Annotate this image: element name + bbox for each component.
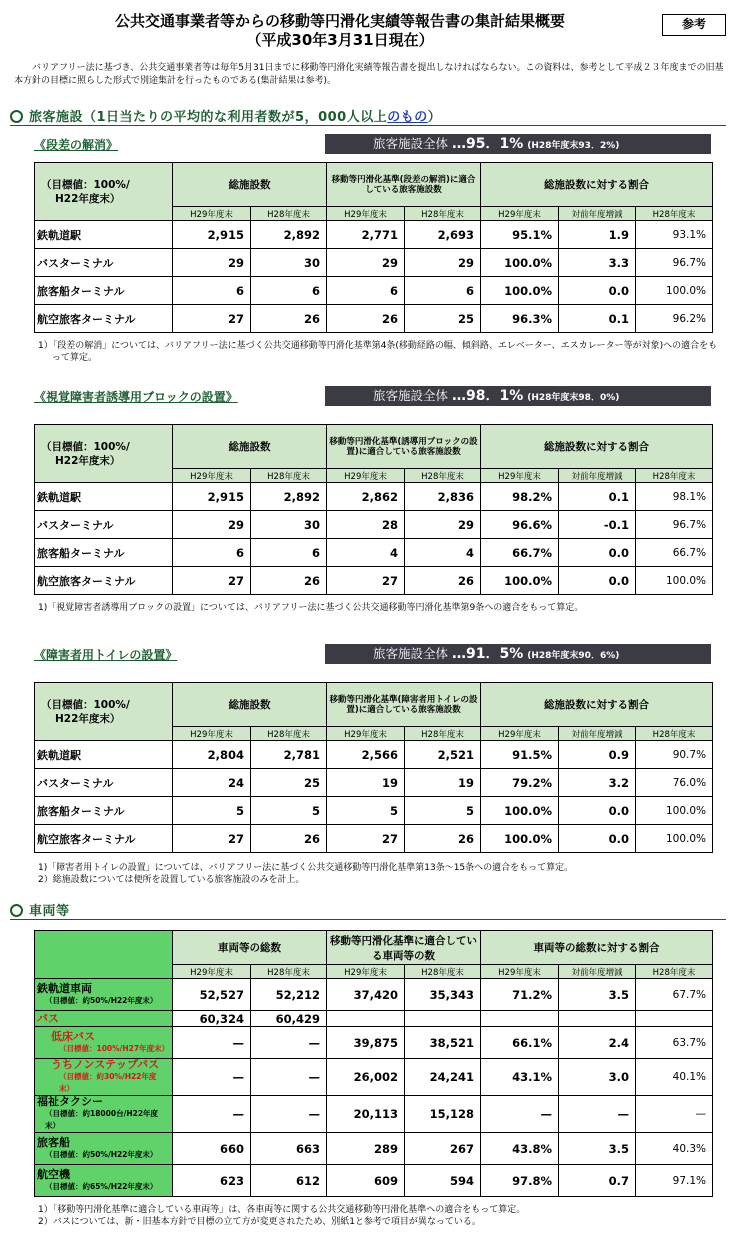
cell-g: — (636, 1096, 713, 1133)
table-0 (34, 162, 713, 333)
cell-g: 96.7% (636, 249, 713, 277)
section-facilities-suffix: のもの (387, 110, 428, 125)
target-line-2: H22年度末） (55, 454, 121, 467)
cell-d: 24,241 (405, 1059, 481, 1096)
row-label: 航空旅客ターミナル (35, 825, 173, 853)
cell-g: 40.3% (636, 1133, 713, 1165)
cell-b: 26 (251, 567, 327, 595)
banner-value: …98．1% (452, 388, 524, 404)
row-label: バスターミナル (35, 511, 173, 539)
cell-g: 96.7% (636, 511, 713, 539)
cell-e: — (481, 1096, 559, 1133)
cell-d: 19 (405, 769, 481, 797)
table-0-summary-banner (325, 134, 711, 154)
cell-b: 663 (251, 1133, 327, 1165)
cell-g: 66.7% (636, 539, 713, 567)
cell-d: 26 (405, 825, 481, 853)
section-divider (10, 125, 726, 126)
note-line: 1)「視覚障害者誘導用ブロックの設置」については、バリアフリー法に基づく公共交通移動等円滑化基準第9条への適合をもって算定。 (38, 603, 584, 613)
row-label: 航空旅客ターミナル (35, 305, 173, 333)
cell-b: 26 (251, 825, 327, 853)
col-h29: H29年度末 (173, 207, 251, 221)
banner-label: 旅客施設全体 (373, 646, 449, 661)
cell-g: 96.2% (636, 305, 713, 333)
cell-e: 43.1% (481, 1059, 559, 1096)
banner-note: (H28年度末98．0%) (527, 393, 620, 403)
cell-c: 19 (327, 769, 405, 797)
table-row (35, 797, 713, 825)
head-total: 総施設数 (173, 683, 327, 727)
table-row (35, 1027, 713, 1059)
cell-b: 2,781 (251, 741, 327, 769)
cell-c: 27 (327, 825, 405, 853)
cell-a: 60,324 (173, 1011, 251, 1027)
table-1-summary-banner (325, 386, 711, 406)
head-mid: 移動等円滑化基準(誘導用ブロックの設置)に適合している旅客施設数 (327, 425, 481, 469)
table-row (35, 825, 713, 853)
cell-f: 0.1 (559, 305, 636, 333)
vehicle-target: （目標値：約65%/H22年度末） (45, 1181, 158, 1191)
cell-a: 623 (173, 1165, 251, 1197)
cell-e: 96.3% (481, 305, 559, 333)
section-facilities-close: ） (427, 110, 442, 125)
cell-d: 6 (405, 277, 481, 305)
cell-b: 25 (251, 769, 327, 797)
table-row (35, 979, 713, 1011)
cell-d: 2,693 (405, 221, 481, 249)
vehicles-corner (35, 931, 173, 979)
cell-f (559, 1011, 636, 1027)
cell-e: 100.0% (481, 567, 559, 595)
cell-a: 2,915 (173, 221, 251, 249)
cell-b: — (251, 1027, 327, 1059)
target-corner (35, 425, 173, 483)
note-line: 1）「移動等円滑化基準に適合している車両等」は、各車両等に関する公共交通移動等円滑化基準への適合をもって算定。 (38, 1205, 526, 1215)
col-h29: H29年度末 (481, 207, 559, 221)
vehicle-name: 航空機 (37, 1167, 70, 1181)
cell-g: 93.1% (636, 221, 713, 249)
row-label: 鉄軌道駅 (35, 221, 173, 249)
cell-e: 95.1% (481, 221, 559, 249)
cell-b: 30 (251, 511, 327, 539)
vehicle-name: 低床バス (51, 1029, 95, 1043)
vehicle-name: 旅客船 (37, 1135, 70, 1149)
cell-a: 5 (173, 797, 251, 825)
cell-c: 28 (327, 511, 405, 539)
section-facilities-heading (10, 106, 441, 125)
vehicles-table (34, 930, 713, 1197)
section-divider (10, 919, 726, 920)
vehicle-label (35, 1011, 173, 1027)
col-h28: H28年度末 (251, 965, 327, 979)
col-h29: H29年度末 (481, 727, 559, 741)
vehicle-name: うちノンステップバス (51, 1058, 160, 1071)
target-line-2: H22年度末） (55, 192, 121, 205)
col-h28: H28年度末 (405, 965, 481, 979)
col-h28: H28年度末 (636, 469, 713, 483)
cell-a: 29 (173, 249, 251, 277)
section-vehicles-heading (10, 900, 70, 919)
vehicle-name: バス (37, 1011, 59, 1025)
cell-g: 76.0% (636, 769, 713, 797)
target-line-1: （目標値：100%/ (41, 698, 130, 711)
cell-e: 43.8% (481, 1133, 559, 1165)
vehicle-target: （目標値：100%/H27年度末） (59, 1043, 170, 1053)
table-row (35, 741, 713, 769)
cell-f: 0.0 (559, 797, 636, 825)
cell-e: 66.7% (481, 539, 559, 567)
vehicle-target: （目標値：約50%/H22年度末） (45, 995, 158, 1005)
table-row (35, 277, 713, 305)
cell-c: 39,875 (327, 1027, 405, 1059)
head-mid: 移動等円滑化基準(障害者用トイレの設置)に適合している旅客施設数 (327, 683, 481, 727)
cell-f: 3.0 (559, 1059, 636, 1096)
col-h29: H29年度末 (327, 207, 405, 221)
col-h28: H28年度末 (405, 469, 481, 483)
cell-d: 29 (405, 249, 481, 277)
cell-c: 609 (327, 1165, 405, 1197)
table-row (35, 249, 713, 277)
target-line-1: （目標値：100%/ (41, 440, 130, 453)
col-h28: H28年度末 (251, 727, 327, 741)
cell-e: 97.8% (481, 1165, 559, 1197)
cell-g: 90.7% (636, 741, 713, 769)
cell-d: 29 (405, 511, 481, 539)
cell-a: — (173, 1027, 251, 1059)
cell-a: 6 (173, 539, 251, 567)
table-row (35, 567, 713, 595)
table-2-summary-banner (325, 644, 711, 664)
cell-f: 0.9 (559, 741, 636, 769)
table-row (35, 511, 713, 539)
cell-e: 100.0% (481, 249, 559, 277)
head-ratio: 総施設数に対する割合 (481, 425, 713, 469)
col-h29: H29年度末 (173, 727, 251, 741)
col-h29: H29年度末 (327, 727, 405, 741)
vehicle-label (35, 1059, 173, 1096)
col-h28: H28年度末 (405, 727, 481, 741)
banner-value: …91．5% (452, 646, 524, 662)
cell-d: 4 (405, 539, 481, 567)
cell-g: 100.0% (636, 797, 713, 825)
col-h29: H29年度末 (481, 965, 559, 979)
vehicle-label (35, 979, 173, 1011)
cell-e: 96.6% (481, 511, 559, 539)
cell-b: 5 (251, 797, 327, 825)
table-row (35, 539, 713, 567)
cell-c: 20,113 (327, 1096, 405, 1133)
table-2 (34, 682, 713, 853)
col-h28: H28年度末 (405, 207, 481, 221)
cell-f: 3.2 (559, 769, 636, 797)
row-label: バスターミナル (35, 249, 173, 277)
cell-c: 5 (327, 797, 405, 825)
cell-e: 100.0% (481, 797, 559, 825)
cell-e: 100.0% (481, 277, 559, 305)
cell-d: 594 (405, 1165, 481, 1197)
cell-c: 26 (327, 305, 405, 333)
circle-bullet-icon (10, 904, 23, 917)
vehicle-label (35, 1096, 173, 1133)
cell-d: 26 (405, 567, 481, 595)
banner-value: …95．1% (452, 136, 524, 152)
cell-c: 2,566 (327, 741, 405, 769)
note-line: 2）バスについては、新・旧基本方針で目標の立て方が変更されたため、別紙1と参考で項目が異なっている。 (38, 1217, 481, 1227)
cell-a: 52,527 (173, 979, 251, 1011)
vehicle-target: （目標値：約18000台/H22年度末） (45, 1109, 159, 1130)
row-label: 旅客船ターミナル (35, 277, 173, 305)
cell-f: 0.0 (559, 539, 636, 567)
col-diff: 対前年度増減 (559, 965, 636, 979)
vehicle-label (35, 1165, 173, 1197)
cell-c: 2,771 (327, 221, 405, 249)
col-h28: H28年度末 (636, 965, 713, 979)
table-0-notes (34, 340, 724, 364)
section-facilities-prefix: 旅客施設（1日当たりの平均的な利用者数が5，000人以上 (29, 110, 388, 125)
table-0-subheading: 《段差の解消》 (34, 138, 119, 152)
vehicles-head-ratio: 車両等の総数に対する割合 (481, 931, 713, 965)
cell-b: — (251, 1059, 327, 1096)
cell-f: 3.3 (559, 249, 636, 277)
table-row (35, 1096, 713, 1133)
col-diff: 対前年度増減 (559, 207, 636, 221)
cell-f: 0.0 (559, 277, 636, 305)
table-2-notes (34, 862, 724, 886)
cell-c: 4 (327, 539, 405, 567)
col-h29: H29年度末 (481, 469, 559, 483)
cell-a: 6 (173, 277, 251, 305)
banner-note: (H28年度末93．2%) (527, 141, 620, 151)
cell-e (481, 1011, 559, 1027)
cell-b: 60,429 (251, 1011, 327, 1027)
section-vehicles-label: 車両等 (29, 904, 70, 919)
cell-a: 2,915 (173, 483, 251, 511)
col-diff: 対前年度増減 (559, 727, 636, 741)
cell-d: 35,343 (405, 979, 481, 1011)
col-diff: 対前年度増減 (559, 469, 636, 483)
cell-a: — (173, 1096, 251, 1133)
cell-c: 27 (327, 567, 405, 595)
col-h28: H28年度末 (636, 207, 713, 221)
cell-f: 0.7 (559, 1165, 636, 1197)
cell-e: 91.5% (481, 741, 559, 769)
head-total: 総施設数 (173, 425, 327, 469)
row-label: 旅客船ターミナル (35, 797, 173, 825)
cell-g: 100.0% (636, 567, 713, 595)
title-line-2: （平成30年3月31日現在） (246, 31, 434, 49)
cell-g: 97.1% (636, 1165, 713, 1197)
vehicle-label (35, 1133, 173, 1165)
cell-d: 2,836 (405, 483, 481, 511)
table-1 (34, 424, 713, 595)
note-line: 2）総施設数については便所を設置している旅客施設のみを計上。 (38, 875, 305, 885)
head-ratio: 総施設数に対する割合 (481, 683, 713, 727)
cell-a: 24 (173, 769, 251, 797)
cell-a: 27 (173, 305, 251, 333)
banner-label: 旅客施設全体 (373, 388, 449, 403)
head-total: 総施設数 (173, 163, 327, 207)
target-corner (35, 163, 173, 221)
row-label: 鉄軌道駅 (35, 483, 173, 511)
cell-b: 2,892 (251, 221, 327, 249)
cell-d: 267 (405, 1133, 481, 1165)
cell-a: 2,804 (173, 741, 251, 769)
col-h28: H28年度末 (251, 207, 327, 221)
table-row (35, 1133, 713, 1165)
cell-b: 6 (251, 539, 327, 567)
table-row (35, 1165, 713, 1197)
table-row (35, 305, 713, 333)
cell-a: 27 (173, 567, 251, 595)
target-line-1: （目標値：100%/ (41, 178, 130, 191)
vehicle-name: 福祉タクシー (37, 1095, 103, 1108)
table-row (35, 1059, 713, 1096)
cell-g: 67.7% (636, 979, 713, 1011)
col-h29: H29年度末 (327, 965, 405, 979)
cell-e: 100.0% (481, 825, 559, 853)
cell-c: 26,002 (327, 1059, 405, 1096)
col-h28: H28年度末 (251, 469, 327, 483)
cell-d (405, 1011, 481, 1027)
cell-a: 29 (173, 511, 251, 539)
cell-c: 37,420 (327, 979, 405, 1011)
cell-b: — (251, 1096, 327, 1133)
target-corner (35, 683, 173, 741)
cell-f: 2.4 (559, 1027, 636, 1059)
cell-a: 27 (173, 825, 251, 853)
cell-c: 289 (327, 1133, 405, 1165)
cell-c (327, 1011, 405, 1027)
head-mid: 移動等円滑化基準(段差の解消)に適合している旅客施設数 (327, 163, 481, 207)
banner-label: 旅客施設全体 (373, 136, 449, 151)
col-h28: H28年度末 (636, 727, 713, 741)
cell-c: 2,862 (327, 483, 405, 511)
row-label: バスターミナル (35, 769, 173, 797)
cell-f: 0.0 (559, 567, 636, 595)
vehicles-head-mid: 移動等円滑化基準に適合している車両等の数 (327, 931, 481, 965)
cell-g: 100.0% (636, 277, 713, 305)
cell-e: 98.2% (481, 483, 559, 511)
cell-g: 98.1% (636, 483, 713, 511)
cell-b: 30 (251, 249, 327, 277)
cell-a: — (173, 1059, 251, 1096)
cell-d: 25 (405, 305, 481, 333)
cell-b: 2,892 (251, 483, 327, 511)
cell-f: 0.1 (559, 483, 636, 511)
note-line: 1)「障害者用トイレの設置」については、バリアフリー法に基づく公共交通移動等円滑化基準第13条～15条への適合をもって算定。 (38, 863, 574, 873)
note-line: 1）「段差の解消」については、バリアフリー法に基づく公共交通移動等円滑化基準第4条(移動経路の幅、傾斜路、エレベーター、エスカレーター等が対象)への適合をもって算定。 (38, 341, 718, 363)
table-row (35, 1011, 713, 1027)
row-label: 鉄軌道駅 (35, 741, 173, 769)
cell-e: 79.2% (481, 769, 559, 797)
col-h29: H29年度末 (327, 469, 405, 483)
row-label: 航空旅客ターミナル (35, 567, 173, 595)
cell-d: 15,128 (405, 1096, 481, 1133)
cell-f: 0.0 (559, 825, 636, 853)
cell-d: 5 (405, 797, 481, 825)
banner-note: (H28年度末90．6%) (527, 651, 620, 661)
circle-bullet-icon (10, 110, 23, 123)
cell-f: 3.5 (559, 979, 636, 1011)
reference-badge: 参考 (662, 14, 726, 36)
col-h29: H29年度末 (173, 469, 251, 483)
vehicle-name: 鉄軌道車両 (37, 981, 92, 995)
cell-c: 6 (327, 277, 405, 305)
cell-g (636, 1011, 713, 1027)
table-row (35, 769, 713, 797)
title-line-1: 公共交通事業者等からの移動等円滑化実績等報告書の集計結果概要 (114, 12, 565, 30)
table-2-subheading: 《障害者用トイレの設置》 (34, 648, 178, 662)
table-row (35, 483, 713, 511)
cell-f: 3.5 (559, 1133, 636, 1165)
vehicles-notes (34, 1204, 724, 1228)
vehicles-head-total: 車両等の総数 (173, 931, 327, 965)
table-1-notes (34, 602, 724, 614)
col-h29: H29年度末 (173, 965, 251, 979)
cell-b: 52,212 (251, 979, 327, 1011)
cell-g: 40.1% (636, 1059, 713, 1096)
table-row (35, 221, 713, 249)
cell-b: 612 (251, 1165, 327, 1197)
vehicle-target: （目標値：約50%/H22年度末） (45, 1149, 158, 1159)
cell-c: 29 (327, 249, 405, 277)
vehicle-target: （目標値：約30%/H22年度末） (59, 1072, 157, 1093)
vehicle-label (35, 1027, 173, 1059)
intro-text: バリアフリー法に基づき、公共交通事業者等は毎年5月31日までに移動等円滑化実績等報告書を提出しなければならない。この資料は、参考として平成２３年度までの旧基本方針の目標に照らした形式で別途集計を行ったものである(集計結果は参考)。 (14, 63, 724, 86)
cell-f: 1.9 (559, 221, 636, 249)
cell-g: 100.0% (636, 825, 713, 853)
cell-a: 660 (173, 1133, 251, 1165)
cell-g: 63.7% (636, 1027, 713, 1059)
cell-b: 26 (251, 305, 327, 333)
cell-f: — (559, 1096, 636, 1133)
target-line-2: H22年度末） (55, 712, 121, 725)
cell-b: 6 (251, 277, 327, 305)
row-label: 旅客船ターミナル (35, 539, 173, 567)
cell-e: 71.2% (481, 979, 559, 1011)
cell-f: -0.1 (559, 511, 636, 539)
cell-d: 38,521 (405, 1027, 481, 1059)
head-ratio: 総施設数に対する割合 (481, 163, 713, 207)
document-title (60, 12, 620, 50)
cell-d: 2,521 (405, 741, 481, 769)
cell-e: 66.1% (481, 1027, 559, 1059)
table-1-subheading: 《視覚障害者誘導用ブロックの設置》 (34, 390, 238, 404)
